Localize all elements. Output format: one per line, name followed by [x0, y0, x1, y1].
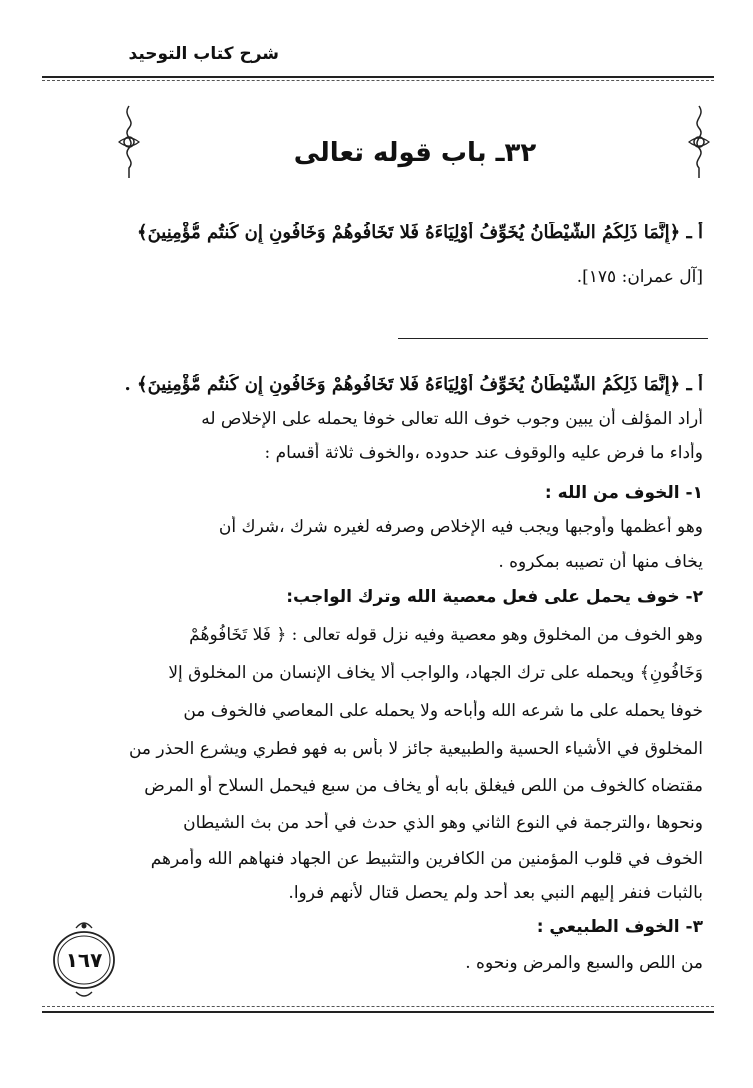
intro-citation: [آل عمران: ١٧٥]. — [576, 267, 703, 287]
heading-fear-leading-to-sin: ٢- خوف يحمل على فعل معصية الله وترك الواجب: — [286, 587, 703, 607]
paragraph-3-line-3: خوفا يحمله على ما شرعه الله وأباحه ولا يحمله على المعاصي فالخوف من — [183, 701, 703, 721]
paragraph-3-line-4: المخلوق في الأشياء الحسية والطبيعية جائز لا بأس به فهو فطري ويشرع الحذر من — [128, 739, 703, 759]
paragraph-3-line-8: بالثبات فنفر إليهم النبي بعد أحد ولم يحصل قتال لأنهم فروا. — [288, 883, 703, 903]
page-number: ١٦٧ — [65, 948, 103, 972]
paragraph-3-line-1: وهو الخوف من المخلوق وهو معصية وفيه نزل قوله تعالى : ﴿ فَلا تَخَافُوهُمْ — [189, 625, 703, 645]
paragraph-3-line-5: مقتضاه كالخوف من اللص فيغلق بابه أو يخاف من سبع فيحمل السلاح أو المرض — [144, 776, 703, 796]
paragraph-2-line-2: يخاف منها أن تصيبه بمكروه . — [498, 552, 703, 572]
footer-dashed-rule — [42, 1006, 714, 1007]
paragraph-2-line-1: وهو أعظمها وأوجبها ويجب فيه الإخلاص وصرفه لغيره شرك ،شرك أن — [218, 517, 703, 537]
heading-natural-fear: ٣- الخوف الطبيعي : — [536, 917, 703, 937]
header-rule — [42, 76, 714, 78]
paragraph-3-line-2: وَخَافُونِ﴾ ويحمله على ترك الجهاد، والواجب ألا يخاف الإنسان من المخلوق إلا — [168, 663, 703, 683]
paragraph-1-line-1: أراد المؤلف أن يبين وجوب خوف الله تعالى خوفا يحمله على الإخلاص له — [201, 409, 703, 429]
verse-repeat: أ ـ ﴿إِنَّمَا ذَلِكُمُ الشَّيْطَانُ يُخَوِّفُ أَوْلِيَاءَهُ فَلا تَخَافُوهُمْ وَخَافُونِ إِن كُنتُم مُّؤْمِنِينَ﴾ . — [124, 374, 703, 395]
running-header: شرح كتاب التوحيد — [128, 44, 279, 64]
footer-rule — [42, 1011, 714, 1013]
ornament-right-icon — [686, 104, 712, 180]
paragraph-3-line-7: الخوف في قلوب المؤمنين من الكافرين والتثبيط عن الجهاد فنهاهم الله وأمرهم — [150, 849, 703, 869]
paragraph-4-line-1: من اللص والسبع والمرض ونحوه . — [465, 953, 703, 973]
paragraph-1-line-2: وأداء ما فرض عليه والوقوف عند حدوده ،والخوف ثلاثة أقسام : — [264, 443, 703, 463]
intro-verse: أ ـ ﴿إِنَّمَا ذَلِكُمُ الشَّيْطَانُ يُخَوِّفُ أَوْلِيَاءَهُ فَلا تَخَافُوهُمْ وَخَافُونِ إِن كُنتُم مُّؤْمِنِينَ﴾ — [137, 222, 703, 243]
chapter-title: ٣٢ـ باب قوله تعالى — [293, 138, 537, 168]
section-divider — [398, 338, 708, 339]
heading-fear-of-allah: ١- الخوف من الله : — [544, 483, 703, 503]
paragraph-3-line-6: ونحوها ،والترجمة في النوع الثاني وهو الذي حدث في أحد من بث الشيطان — [183, 813, 703, 833]
ornament-left-icon — [116, 104, 142, 180]
header-dashed-rule — [42, 80, 714, 81]
